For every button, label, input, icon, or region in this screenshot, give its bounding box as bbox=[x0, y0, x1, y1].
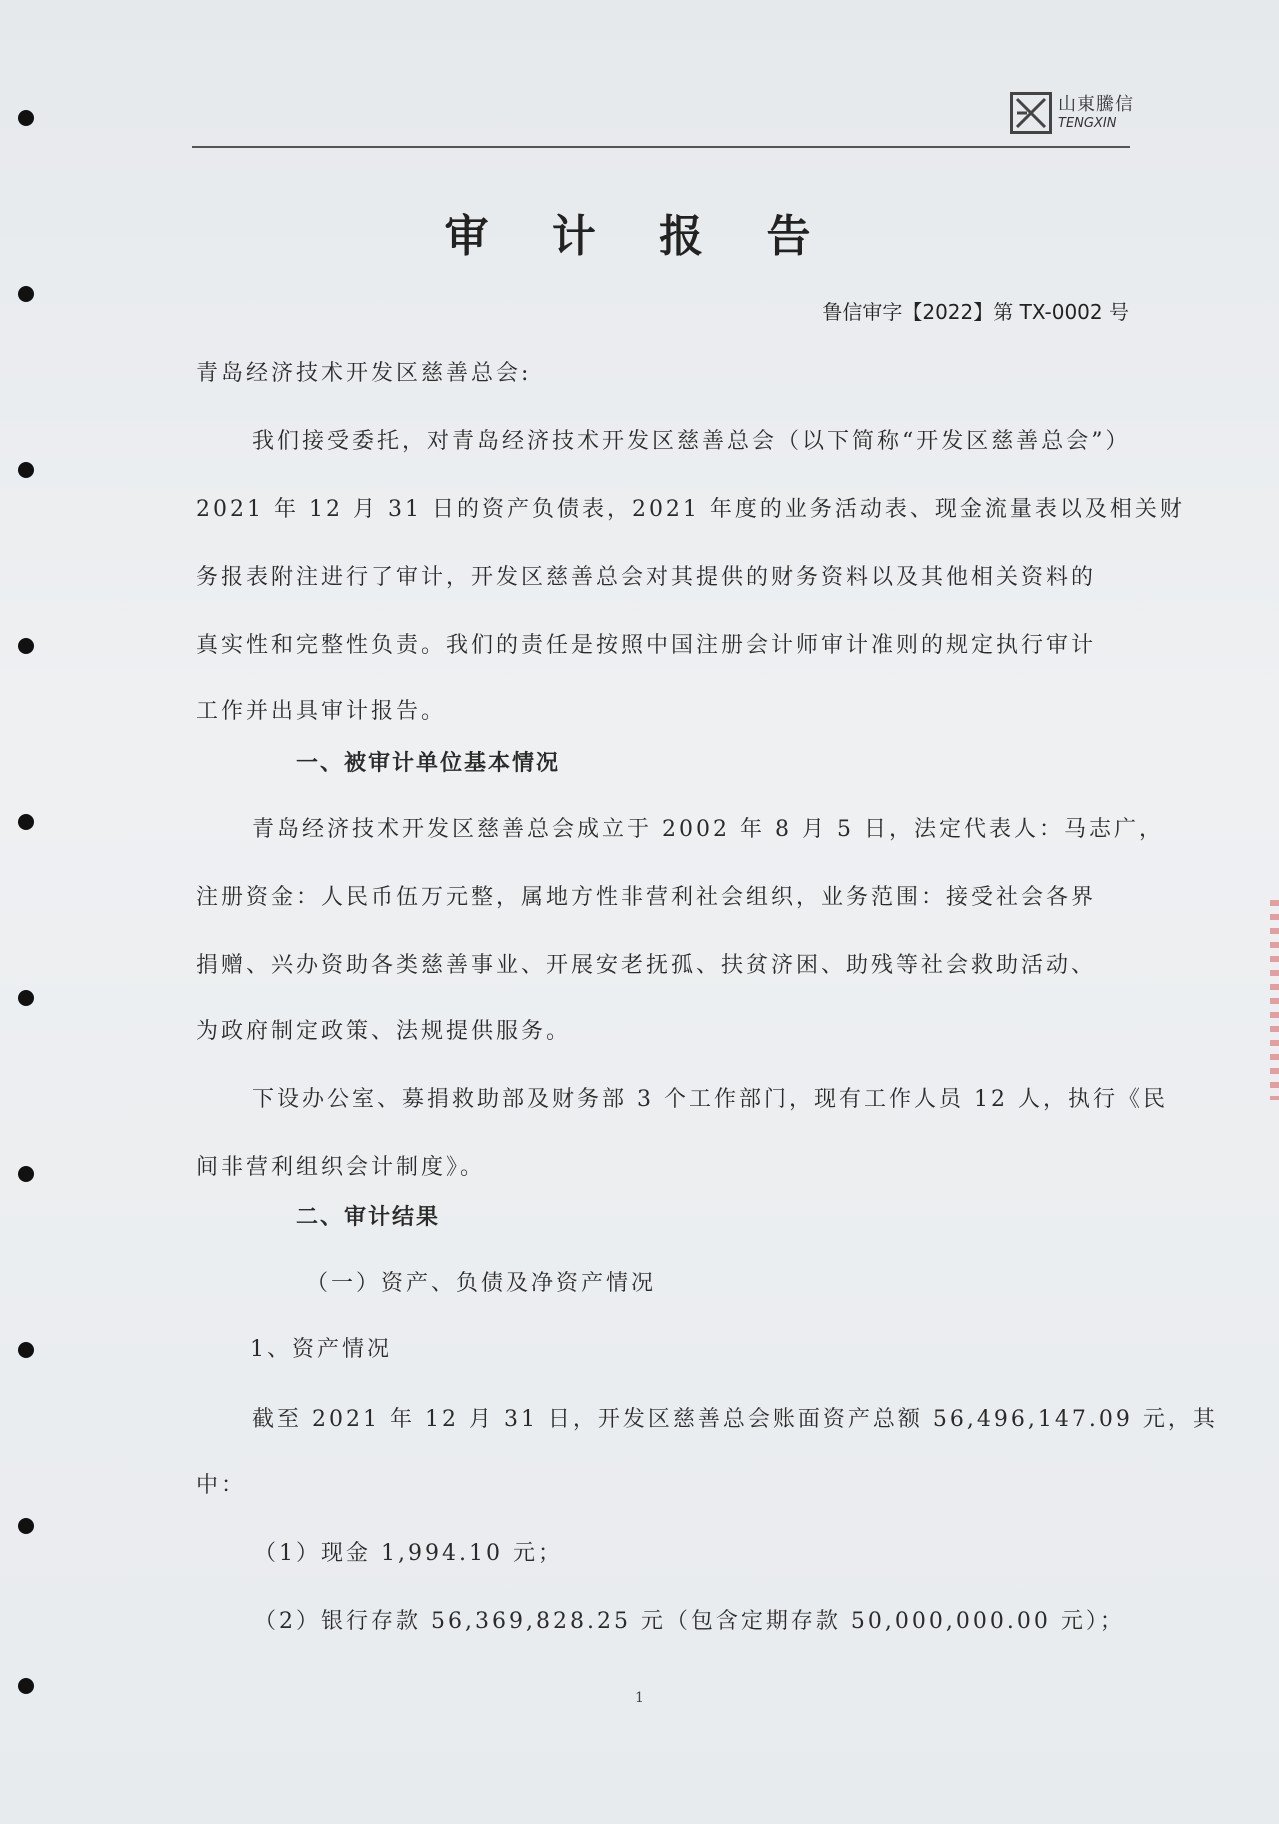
binder-hole bbox=[18, 286, 34, 302]
binder-hole bbox=[18, 1342, 34, 1358]
page-number: 1 bbox=[635, 1690, 644, 1706]
basic-info-line: 注册资金：人民币伍万元整，属地方性非营利社会组织，业务范围：接受社会各界 bbox=[196, 885, 1097, 910]
departments-line: 间非营利组织会计制度》。 bbox=[196, 1155, 486, 1180]
assets-line: 中： bbox=[196, 1473, 247, 1498]
logo-chinese-name: 山東騰信 bbox=[1058, 94, 1134, 115]
page-title: 审 计 报 告 bbox=[444, 211, 835, 262]
departments-line: 下设办公室、募捐救助部及财务部 3 个工作部门，现有工作人员 12 人，执行《民 bbox=[252, 1087, 1168, 1112]
basic-info-line: 青岛经济技术开发区慈善总会成立于 2002 年 8 月 5 日，法定代表人：马志广， bbox=[252, 817, 1164, 842]
binder-hole bbox=[18, 638, 34, 654]
asset-item: （2）银行存款 56,369,828.25 元（包含定期存款 50,000,000.00 元）； bbox=[254, 1609, 1125, 1634]
section-heading-audit-results: 二、审计结果 bbox=[296, 1205, 441, 1230]
intro-line: 工作并出具审计报告。 bbox=[196, 699, 447, 724]
logo-english-name: TENGXIN bbox=[1058, 116, 1117, 131]
intro-line: 2021 年 12 月 31 日的资产负债表，2021 年度的业务活动表、现金流量表以及相关财 bbox=[196, 497, 1185, 522]
company-logo bbox=[1010, 92, 1134, 134]
binder-hole bbox=[18, 1166, 34, 1182]
intro-line: 我们接受委托，对青岛经济技术开发区慈善总会（以下简称“开发区慈善总会”） bbox=[252, 429, 1131, 454]
intro-line: 务报表附注进行了审计，开发区慈善总会对其提供的财务资料以及其他相关资料的 bbox=[196, 565, 1097, 590]
binder-hole bbox=[18, 462, 34, 478]
basic-info-line: 捐赠、兴办资助各类慈善事业、开展安老抚孤、扶贫济困、助残等社会救助活动、 bbox=[196, 953, 1097, 978]
binder-hole bbox=[18, 1518, 34, 1534]
section-heading-basic-info: 一、被审计单位基本情况 bbox=[296, 751, 561, 776]
seal-stamp-edge bbox=[1270, 900, 1279, 1100]
header-rule bbox=[192, 146, 1130, 148]
binder-hole bbox=[18, 814, 34, 830]
assets-line: 截至 2021 年 12 月 31 日，开发区慈善总会账面资产总额 56,496,147.09 元，其 bbox=[252, 1407, 1218, 1432]
subsection-heading: （一）资产、负债及净资产情况 bbox=[306, 1271, 657, 1296]
logo-mark-icon bbox=[1010, 92, 1052, 134]
asset-item: （1）现金 1,994.10 元； bbox=[254, 1541, 563, 1566]
basic-info-line: 为政府制定政策、法规提供服务。 bbox=[196, 1019, 572, 1044]
document-number: 鲁信审字【2022】第 TX-0002 号 bbox=[822, 300, 1129, 324]
binder-hole bbox=[18, 990, 34, 1006]
intro-line: 真实性和完整性负责。我们的责任是按照中国注册会计师审计准则的规定执行审计 bbox=[196, 633, 1097, 658]
addressee: 青岛经济技术开发区慈善总会: bbox=[196, 361, 532, 386]
binder-hole bbox=[18, 110, 34, 126]
item-heading: 1、资产情况 bbox=[250, 1337, 392, 1362]
